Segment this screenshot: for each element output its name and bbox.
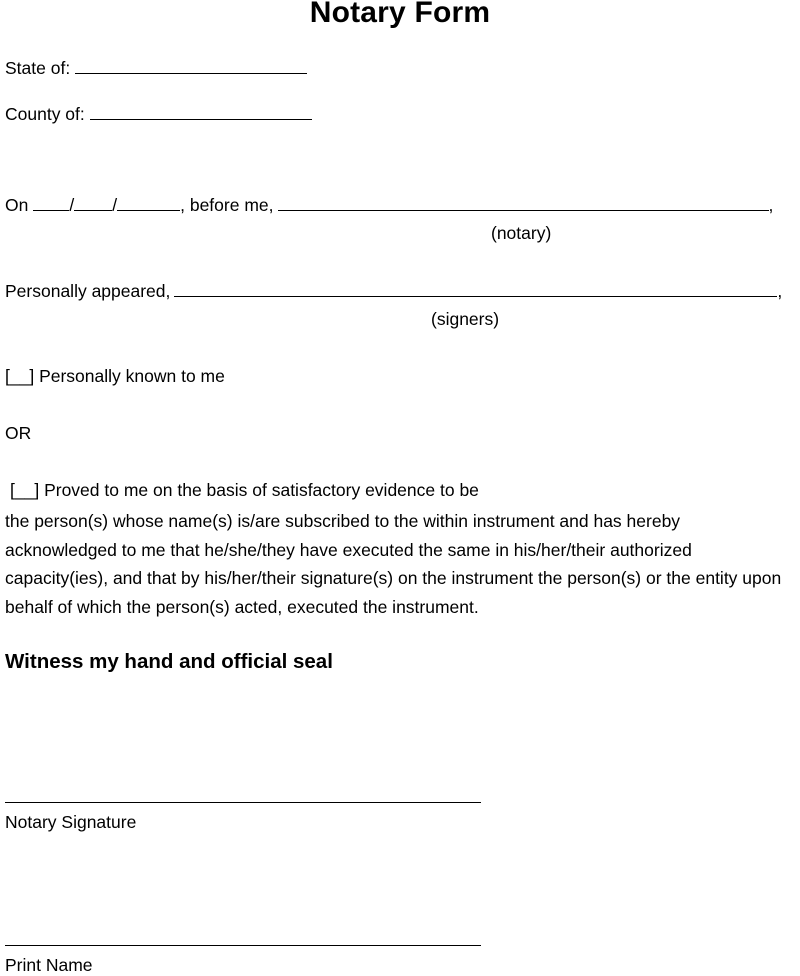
appeared-label: Personally appeared, [5, 281, 171, 301]
trailing-comma: , [768, 195, 774, 215]
month-field[interactable] [33, 194, 69, 211]
trailing-comma: , [777, 281, 783, 301]
witness-heading: Witness my hand and official seal [5, 650, 333, 673]
print-name-label: Print Name [5, 955, 93, 975]
print-name-line[interactable] [5, 945, 481, 946]
signers-caption: (signers) [431, 309, 500, 329]
body-paragraph: the person(s) whose name(s) is/are subscribed to the within instrument and has hereby acknowledged to me that he/she/they have executed the same in his/her/their authorized capacity(ies), and that by his/her/their signature(s) on the instrument the person(s) or the entity upon behalf of which the person(s) acted, executed the instrument. [5, 511, 782, 617]
before-me-label: , before me, [180, 195, 274, 215]
date-separator: / [69, 195, 75, 215]
known-label: Personally known to me [39, 366, 225, 386]
notary-signature-label: Notary Signature [5, 812, 137, 832]
notary-signature-line[interactable] [5, 802, 481, 803]
notary-caption: (notary) [491, 223, 552, 243]
notary-name-field[interactable] [278, 194, 769, 211]
state-row [5, 57, 307, 79]
state-label: State of: [5, 58, 71, 78]
page-title: Notary Form [309, 0, 491, 29]
county-field[interactable] [90, 103, 312, 120]
on-label: On [5, 195, 29, 215]
or-text: OR [5, 423, 32, 443]
year-field[interactable] [117, 194, 180, 211]
option-known [5, 366, 225, 387]
proved-label: Proved to me on the basis of satisfactory evidence to be [44, 480, 479, 500]
signers-name-field[interactable] [174, 280, 777, 297]
state-field[interactable] [75, 57, 307, 74]
county-row [5, 103, 312, 125]
day-field[interactable] [74, 194, 112, 211]
appeared-row [5, 280, 782, 302]
date-row [5, 194, 773, 216]
county-label: County of: [5, 104, 85, 124]
date-separator: / [112, 195, 118, 215]
known-checkbox[interactable]: [__] [5, 366, 35, 386]
option-proved [10, 480, 479, 501]
proved-checkbox[interactable]: [__] [10, 480, 40, 500]
